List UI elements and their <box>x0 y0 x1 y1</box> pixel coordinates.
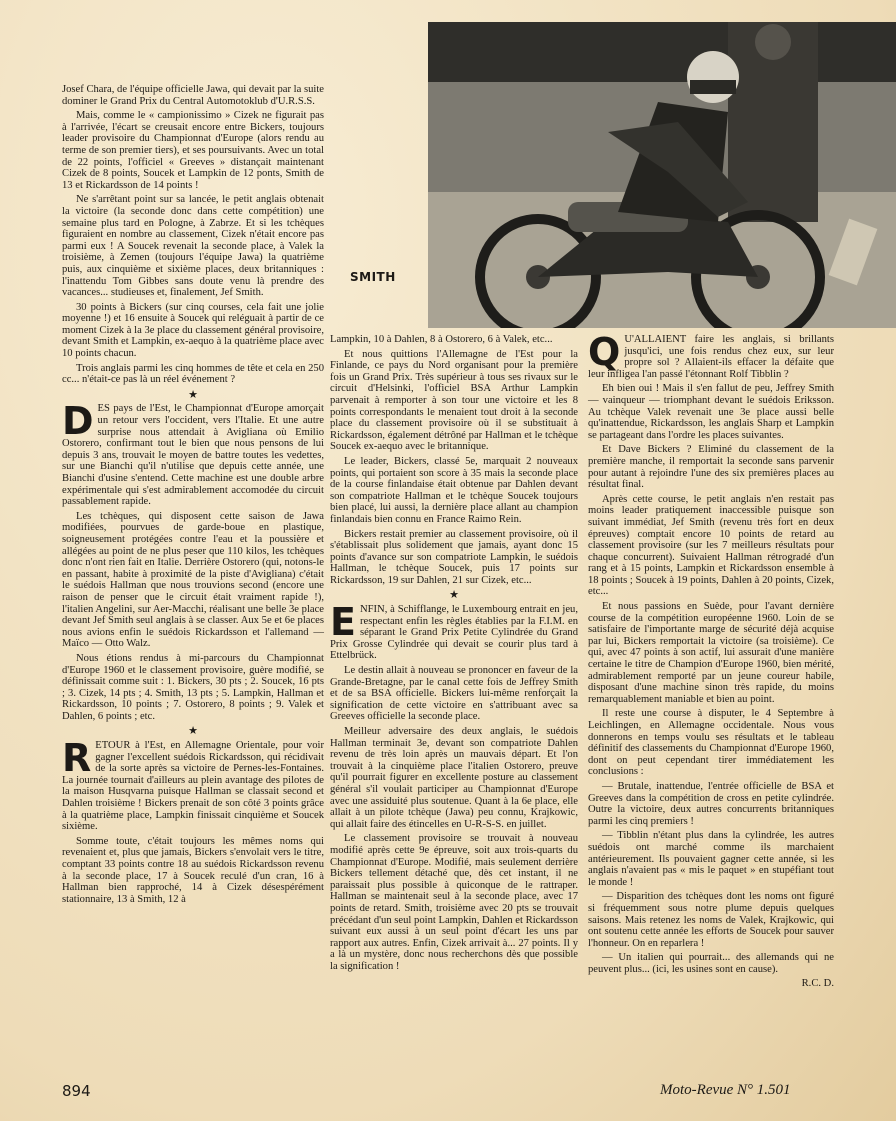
paragraph: Le destin allait à nouveau se prononcer en faveur de la Grande-Bretagne, par le canal cette fois de Jeffrey Smith et de sa BSA officielle. Bickers lui-même renforçait la signification de cette victoire en s'attribuant avec sa Greeves officielle la seconde place. <box>330 665 578 723</box>
paragraph: Le leader, Bickers, classé 5e, marquait 2 nouveaux points, qui portaient son score à 35 mais la seconde place de la course finlandaise était obtenue par Dahlen devant son compatriote Hallman et le tchèque Soucek toujours bien placé, lui aussi, la dernière place allant au champion finlandais bien connu en France Raimo Rein. <box>330 455 578 525</box>
rider-photo <box>428 22 896 328</box>
paragraph: — Un italien qui pourrait... des allemands qui ne peuvent plus... (ici, les usines sont en cause). <box>588 952 834 975</box>
paragraph: Somme toute, c'était toujours les mêmes noms qui revenaient et, plus que jamais, Bickers s'envolait vers le titre, comptant 33 points contre 18 au suédois Rickardsson revenu à la seconde place, 17 à Soucek reculé d'un cran, 16 à Hallman bien rapproché, 14 à Cizek désespérément stationnaire, 13 à Smith, 12 à <box>62 835 324 905</box>
paragraph: — Tibblin n'étant plus dans la cylindrée, les autres suédois ont marché comme ils marchaient antérieurement. Ils pouvaient gagner cette année, si les anglais n'avaient pas « mis le paquet » en stupéfiant tout le monde ! <box>588 830 834 888</box>
paragraph: — Brutale, inattendue, l'entrée officielle de BSA et Greeves dans la compétition de cross en petite cylindrée. Outre la victoire, deux autres concurrents britanniques parmi les cinq premiers ! <box>588 780 834 827</box>
paragraph: Trois anglais parmi les cinq hommes de tête et cela en 250 cc... n'était-ce pas là un réel événement ? <box>62 362 324 386</box>
paragraph: Meilleur adversaire des deux anglais, le suédois Hallman terminait 3e, devant son compatriote Dahlen revenu de très loin après un mauvais départ. Et l'on trouvait à la cinquième place l'italien Ostorero, preuve qu'il pourrait figurer en excellente posture au classement général s'il voulait participer au Championnat d'Europe avec une assiduité plus soutenue. Quant à la 6e place, elle allait à un pilote tchèque (Jawa) peu connu, Krajkowic, qui allait faire des étincelles en U-R-S-S. en juillet. <box>330 726 578 830</box>
paragraph: Lampkin, 10 à Dahlen, 8 à Ostorero, 6 à Valek, etc... <box>330 334 553 345</box>
paragraph: Il reste une course à disputer, le 4 Septembre à Leichlingen, en Allemagne occidentale. Nous vous donnerons en temps voulu ses résultats et le tableau définitif des classements du Championnat d'Europe 1960, dont on peut cependant tirer immédiatement les conclusions : <box>588 708 834 778</box>
paragraph: Josef Chara, de l'équipe officielle Jawa, qui devait par la suite dominer le Grand Prix du Central Automotoklub d'U.R.S.S. <box>62 84 324 107</box>
paragraph: Bickers restait premier au classement provisoire, où il s'établissait plus solidement que jamais, ayant donc 15 points d'avance sur son compatriote Lampkin, le suédois Hallman, le tchèque Soucek, puis 17 points sur Rickardsson, 19 sur Dahlen, 21 sur Cizek, etc... <box>330 528 578 586</box>
paragraph: Les tchèques, qui disposent cette saison de Jawa modifiées, pourvues de garde-boue en plastique, soigneusement protégées contre l'eau et la poussière et allégées au point de ne plus peser que 110 kilos, les tchèques donc n'ont rien fait en Italie. Derrière Ostorero (qui, notons-le en passant, habite à proximité de la piste d'Avigliana) c'était le suédois Hallman que nous trouvions second (encore une raison de penser que le circuit était vraiment rapide !), l'italien Angelini, sur Aer-Macchi, réalisant une belle 3e place devant Jef Smith seul anglais à se classer. Aux 5e et 6e places nous avions enfin le suédois Rickardsson et l'allemand — Maïco — Otto Walz. <box>62 510 324 650</box>
paragraph: Et nous quittions l'Allemagne de l'Est pour la Finlande, ce pays du Nord organisant pour la première fois un Grand Prix. Très supérieur à tous ses rivaux sur le circuit d'Helsinki, l'officiel BSA Arthur Lampkin parvenait à remporter à son tour une victoire et les 8 points correspondants le menaient tout droit à la seconde place du classement provisoire où il se substituait à Rickardsson, également détrôné par Hallman et le tchèque Soucek ex-aequo avec le britannique. <box>330 348 578 453</box>
paragraph: Le classement provisoire se trouvait à nouveau modifié après cette 9e épreuve, soit aux trois-quarts du Championnat d'Europe. Modifié, mais seulement derrière Bickers tellement détaché que, dès cet instant, il ne paraissait plus possible à quiconque de le rattraper. Hallman se maintenait seul à la seconde place, avec 17 points de retard. Smith, troisième avec 20 pts se trouvait précédant d'un seul point Lampkin, Dahlen et Rickardsson suivant eux aussi à un seul point d'écart les uns par rapport aux autres. Enfin, Cizek arrivait à... 27 points. Il y a là un mystère, donc nous recherchons dès que possible la signification ! <box>330 833 578 972</box>
motocross-rider-image <box>428 22 896 328</box>
paragraph: Et Dave Bickers ? Eliminé du classement de la première manche, il remportait la seconde sans parvenir pour autant à rejoindre l'une des six premières places au résultat final. <box>588 444 834 491</box>
paragraph: Ne s'arrêtant point sur sa lancée, le petit anglais obtenait la victoire (la seconde donc dans cette compétition) une semaine plus tard en Pologne, à Zabrze. Et si les tchèques figuraient en nombre au classement, Cizek n'était encore pas parmi eux ! A Soucek revenait la seconde place, à Valek la troisième, à Zemen (toujours l'équipe Jawa) la quatrième puis, aux cinquième et sixième places, deux britanniques : l'inattendu Tom Gibbes sans doute venu là prendre des vacances... studieuses et, finalement, Jef Smith. <box>62 194 324 299</box>
drop-cap: D <box>62 399 94 444</box>
section-separator: ★ <box>188 725 198 738</box>
photo-caption: SMITH <box>350 270 396 284</box>
paragraph: Eh bien oui ! Mais il s'en fallut de peu, Jeffrey Smith — vainqueur — triomphant devant le suédois Eriksson. Au tchèque Valek revenait une 3e place aussi belle qu'inattendue, Rickardsson, les anglais Sharp et Lampkin se partageant dans l'ordre les places suivantes. <box>588 383 834 441</box>
paragraph: ENFIN, à Schifflange, le Luxembourg entrait en jeu, respectant enfin les règles établies par la F.I.M. en séparant le Grand Prix Petite Cylindrée du Grand Prix Grosse Cylindrée qui devait se courir plus tard à Ettelbrück. <box>330 600 578 662</box>
column-left <box>62 84 324 908</box>
paragraph: DES pays de l'Est, le Championnat d'Europe amorçait un retour vers l'occident, vers l'Italie. Et une autre surprise nous attendait à Avigliana où Emilio Ostorero, confirmant tout le bien que nous pensons de lui depuis 3 ans, trouvait le moyen de battre toutes les vedettes, sur une Bianchi qu'il n'utilise que depuis cette année, une Bianchi d'usine s'entend. Cette machine est une double arbre expérimentale qui s'est admirablement accomodée du circuit passablement rapide. <box>62 399 324 508</box>
drop-cap: R <box>62 736 92 781</box>
paragraph: Mais, comme le « campionissimo » Cizek ne figurait pas à l'arrivée, l'écart se creusait encore entre Bickers, toujours leader provisoire du Championnat d'Europe (alors rendu au terme de son premier tiers), et ses poursuivants. Avec un total de 22 points, l'officiel « Greeves » distançait maintenant Cizek de 8 points, Soucek et Lampkin de 12 ponts, Smith de 13 et Rickardsson de 14 points ! <box>62 110 324 191</box>
paragraph: Nous étions rendus à mi-parcours du Championnat d'Europe 1960 et le classement provisoire, guère modifié, se définissait comme suit : 1. Bickers, 30 pts ; 2. Soucek, 16 pts ; 3. Cizek, 14 pts ; 4. Smith, 13 pts ; 5. Lampkin, Hallman et Rickardsson, 10 points ; 7. Ostorero, 8 points ; 9. Valek et Dahlen, 6 points ; etc. <box>62 652 324 722</box>
drop-cap: E <box>330 600 356 645</box>
page-number: 894 <box>62 1082 91 1100</box>
column-middle <box>330 334 578 975</box>
drop-cap: Q <box>588 330 621 374</box>
section-separator: ★ <box>449 589 459 602</box>
column-right <box>588 330 834 993</box>
author-signature: R.C. D. <box>801 978 834 990</box>
paragraph: RETOUR à l'Est, en Allemagne Orientale, pour voir gagner l'excellent suédois Rickardsson, qui récidivait de la sorte après sa victoire de Pernes-les-Fontaines. La journée tournait d'ailleurs au plein avantage des pilotes de la maison Husqvarna puisque Hallman se classait second et Dahlen troisième ! Bickers prenait de son côté 3 points grâce à la quatrième place, Lampkin finissait cinquième et Soucek sixième. <box>62 736 324 833</box>
paragraph: Après cette course, le petit anglais n'en restait pas moins leader pratiquement inaccessible puisque son suivant immédiat, Jef Smith (revenu très fort en deux épreuves) comptait encore 10 points de retard au classement provisoire (sur les 7 meilleurs résultats pour chaque concurrent). Suivaient Hallman rétrogradé d'un rang et à 15 points, Lampkin et Rickardsson ensemble à 18 points ; Soucek à 19 points, Dahlen à 20 points, Cizek, etc... <box>588 493 834 598</box>
paragraph: Et nous passions en Suède, pour l'avant dernière course de la compétition européenne 1960. Loin de se satisfaire de l'importante marge de sécurité déjà acquise par lui, Bickers remportait la victoire (sa troisième). Ce qui, avec 47 points à son actif, lui assurait d'une manière certaine le titre de Champion d'Europe 1960, bien mérité, admirablement remporté par un jeune coureur habile, disposant d'une machine sinon très rapide, du moins remarquablement maniable et bien au point. <box>588 601 834 705</box>
paragraph: Q U'ALLAIENT faire les anglais, si brillants jusqu'ici, une fois rendus chez eux, sur leur propre sol ? Allaient-ils effacer la défaite que leur infligea l'an passé l'étonnant Rolf Tibblin ? <box>588 330 834 380</box>
paragraph: — Disparition des tchèques dont les noms ont figuré si fréquemment sous notre plume depuis quelques saisons. Mais retenez les noms de Valek, Krajkowic, qui ont soutenu cette année les efforts de Soucek pour sauver l'honneur. On en reparlera ! <box>588 891 834 949</box>
paragraph: 30 points à Bickers (sur cinq courses, cela fait une jolie moyenne !) et 16 ensuite à Soucek qui reléguait à partir de ce moment Cizek à la 3e place du classement général provisoire, devant Smith et Lampkin, ex-aequo à la quatrième place avec 10 points chacun. <box>62 301 324 360</box>
section-separator: ★ <box>188 388 198 401</box>
magazine-issue: Moto-Revue N° 1.501 <box>660 1082 791 1098</box>
